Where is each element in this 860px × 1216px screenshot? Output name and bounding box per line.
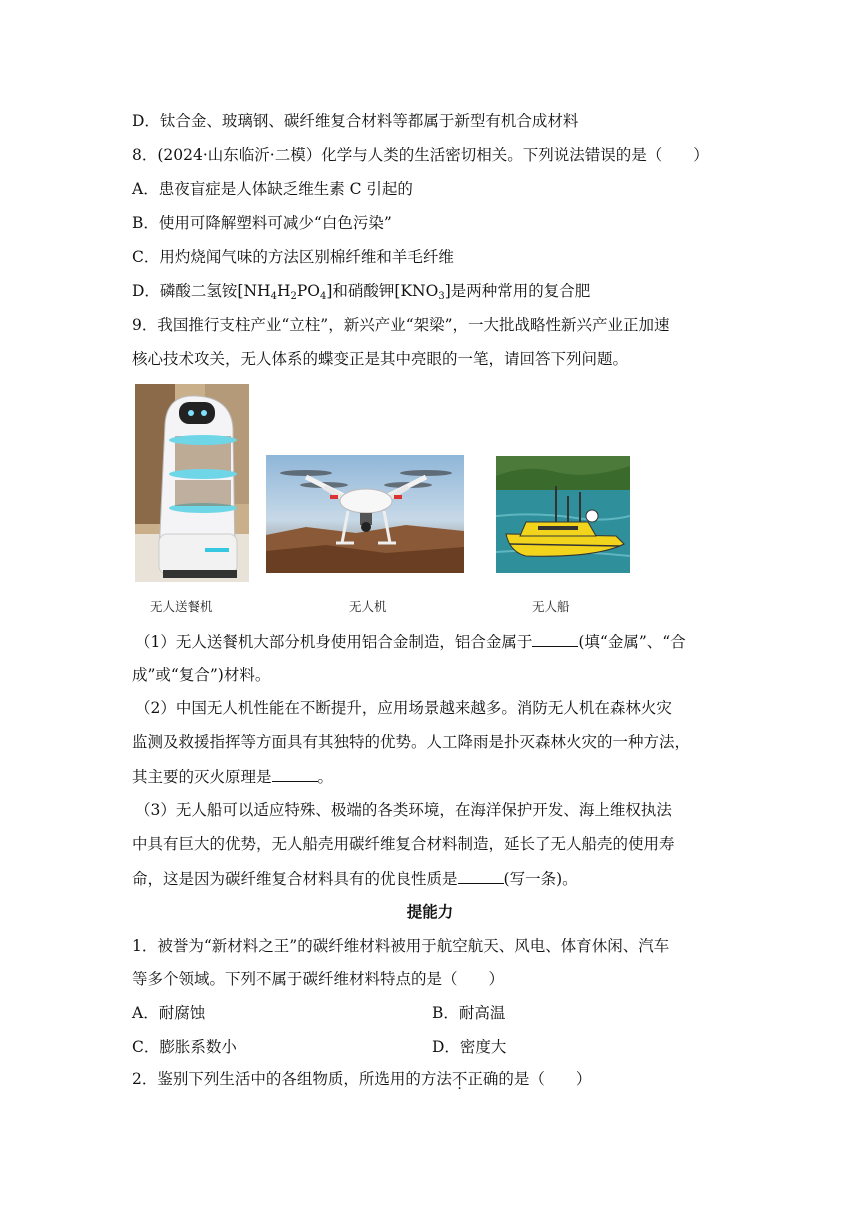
- robot-caption: 无人送餐机: [150, 599, 213, 614]
- t2-text: 正确的是（ ）: [467, 1070, 592, 1088]
- p1-line1: [135, 630, 686, 653]
- p3-text: (写一条)。: [503, 870, 578, 888]
- q8-option-d: [132, 280, 590, 302]
- p3-line2: 中具有巨大的优势，无人船壳用碳纤维复合材料制造，延长了无人船壳的使用寿: [132, 835, 675, 853]
- answer-blank[interactable]: [532, 630, 578, 647]
- t2-stem: [132, 1068, 591, 1090]
- q8-d-text: ]是两种常用的复合肥: [444, 282, 591, 300]
- q8-d-text: ]和硝酸钾[KNO: [326, 282, 439, 300]
- q8-option-c: C．用灼烧闻气味的方法区别棉纤维和羊毛纤维: [132, 248, 454, 266]
- p1-text: （1）无人送餐机大部分机身使用铝合金制造，铝合金属于: [135, 633, 533, 651]
- q9-stem-line2: 核心技术攻关，无人体系的蝶变正是其中亮眼的一笔，请回答下列问题。: [132, 350, 629, 368]
- q9-stem-line1: 9．我国推行支柱产业“立柱”，新兴产业“架梁”，一大批战略性新兴产业正加速: [132, 316, 670, 334]
- p3-line3: [132, 867, 578, 890]
- q8-stem: 8．(2024·山东临沂·二模）化学与人类的生活密切相关。下列说法错误的是（ ）: [132, 146, 709, 164]
- p3-text: 命，这是因为碳纤维复合材料具有的优良性质是: [132, 870, 458, 888]
- p3-line1: （3）无人船可以适应特殊、极端的各类环境，在海洋保护开发、海上维权执法: [135, 801, 672, 819]
- t2-emphasis: 不: [451, 1070, 468, 1088]
- q8-d-text: H: [276, 282, 291, 300]
- robot-photo: [135, 384, 249, 582]
- t1-option-b[interactable]: B．耐高温: [432, 1004, 506, 1022]
- robot-illustration: [135, 384, 249, 582]
- t1-option-d[interactable]: D．密度大: [432, 1038, 507, 1056]
- q8-option-a: A．患夜盲症是人体缺乏维生素 C 引起的: [132, 180, 413, 198]
- q8-d-sub: 2: [290, 291, 297, 302]
- p2-line2: 监测及救援指挥等方面具有其独特的优势。人工降雨是扑灭森林火灾的一种方法，: [132, 733, 691, 751]
- q8-d-sub: 3: [438, 291, 445, 302]
- drone-illustration: [266, 455, 464, 573]
- answer-blank[interactable]: [458, 867, 504, 884]
- t1-options-row2: [132, 1036, 732, 1058]
- t1-stem-line1: 1．被誉为“新材料之王”的碳纤维材料被用于航空航天、风电、体育休闲、汽车: [132, 937, 670, 955]
- p2-line1: （2）中国无人机性能在不断提升，应用场景越来越多。消防无人机在森林火灾: [135, 699, 672, 717]
- t2-text: 2．鉴别下列生活中的各组物质，所选用的方法: [132, 1070, 452, 1088]
- q8-d-text: D．磷酸二氢铵[NH: [132, 282, 271, 300]
- q8-d-sub: 4: [270, 291, 277, 302]
- t1-stem-line2: 等多个领域。下列不属于碳纤维材料特点的是（ ）: [132, 970, 505, 988]
- p1-text: (填“金属”、“合: [578, 633, 686, 651]
- boat-caption: 无人船: [532, 599, 570, 614]
- t1-option-c[interactable]: C．膨胀系数小: [132, 1038, 237, 1056]
- q8-option-b: B．使用可降解塑料可减少“白色污染”: [132, 214, 392, 232]
- p2-line3: [132, 765, 333, 788]
- p2-text: 。: [317, 768, 334, 786]
- t1-options-row1: [132, 1002, 732, 1024]
- section-heading: 提能力: [406, 902, 454, 921]
- drone-photo: [266, 455, 464, 573]
- boat-photo: [496, 456, 630, 573]
- t1-option-a[interactable]: A．耐腐蚀: [132, 1004, 206, 1022]
- p2-text: 其主要的灭火原理是: [132, 768, 272, 786]
- p1-line2: 成”或“复合”)材料。: [132, 666, 271, 684]
- answer-blank[interactable]: [272, 765, 318, 782]
- q8-d-text: PO: [296, 282, 320, 300]
- q8-d-sub: 4: [319, 291, 327, 302]
- drone-caption: 无人机: [349, 599, 387, 614]
- q7-option-d: D．钛合金、玻璃钢、碳纤维复合材料等都属于新型有机合成材料: [132, 112, 579, 130]
- boat-illustration: [496, 456, 630, 573]
